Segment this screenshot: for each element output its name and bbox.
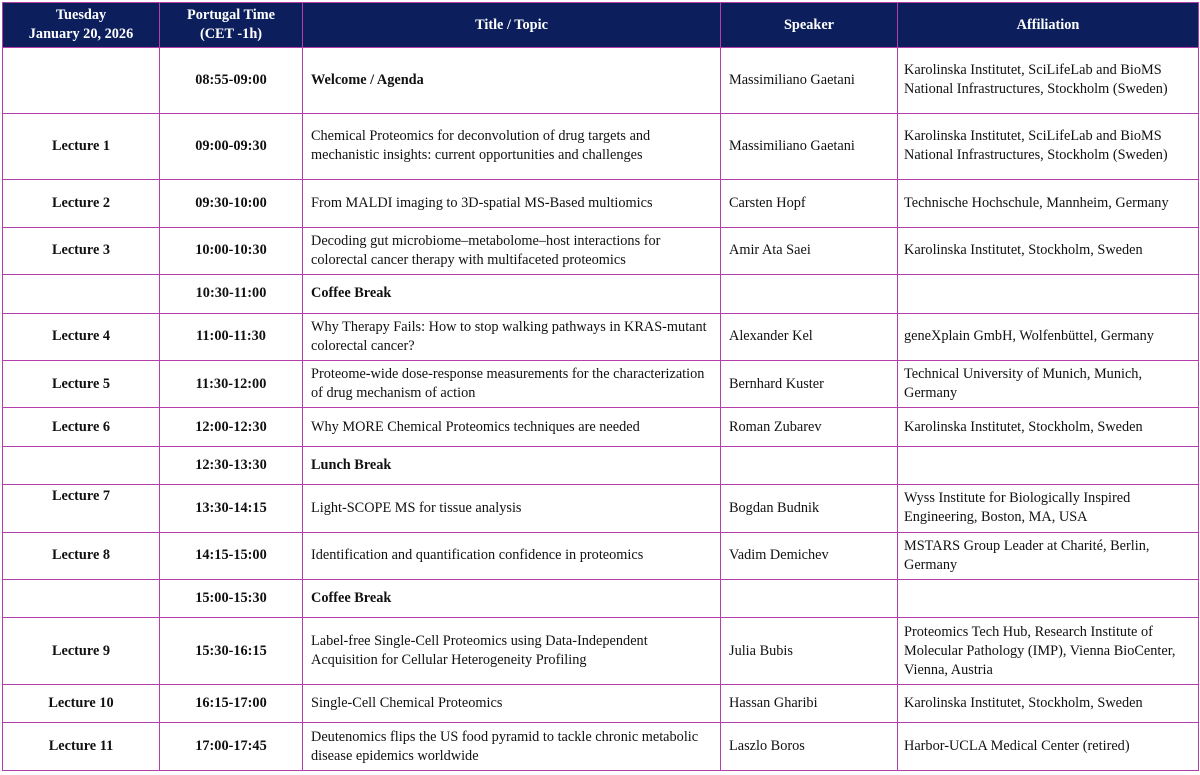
time-cell: 17:00-17:45 <box>160 723 303 771</box>
speaker-cell: Alexander Kel <box>721 313 898 360</box>
affiliation-cell: Karolinska Institutet, Stockholm, Sweden <box>898 685 1199 723</box>
session-cell: Lecture 2 <box>3 180 160 227</box>
table-row <box>3 360 1199 407</box>
time-cell: 09:30-10:00 <box>160 180 303 227</box>
break-row <box>3 275 1199 313</box>
table-row <box>3 408 1199 446</box>
speaker-cell <box>721 446 898 484</box>
affiliation-cell <box>898 580 1199 618</box>
affiliation-cell: Technical University of Munich, Munich, Germany <box>898 360 1199 407</box>
time-offset: (CET -1h) <box>199 26 263 42</box>
table-row <box>3 313 1199 360</box>
title-cell: Light-SCOPE MS for tissue analysis <box>303 485 721 532</box>
time-cell: 12:00-12:30 <box>160 408 303 446</box>
session-cell: Lecture 7 <box>3 485 160 532</box>
title-cell: Welcome / Agenda <box>303 48 721 114</box>
title-cell: Label-free Single-Cell Proteomics using Data-Independent Acquisition for Cellular Heterogeneity Profiling <box>303 618 721 685</box>
table-row <box>3 48 1199 114</box>
affiliation-cell: Karolinska Institutet, SciLifeLab and BioMS National Infrastructures, Stockholm (Sweden) <box>898 113 1199 180</box>
affiliation-cell: geneXplain GmbH, Wolfenbüttel, Germany <box>898 313 1199 360</box>
affiliation-cell: Karolinska Institutet, Stockholm, Sweden <box>898 408 1199 446</box>
affiliation-header: Affiliation <box>898 3 1199 48</box>
table-row <box>3 532 1199 579</box>
table-row <box>3 113 1199 180</box>
time-cell: 12:30-13:30 <box>160 446 303 484</box>
affiliation-cell: Harbor-UCLA Medical Center (retired) <box>898 723 1199 771</box>
date-full: January 20, 2026 <box>28 26 134 42</box>
time-cell: 15:30-16:15 <box>160 618 303 685</box>
date-weekday: Tuesday <box>55 7 107 23</box>
table-row <box>3 685 1199 723</box>
affiliation-cell: Technische Hochschule, Mannheim, Germany <box>898 180 1199 227</box>
date-header <box>3 3 160 48</box>
session-cell <box>3 580 160 618</box>
time-cell: 10:30-11:00 <box>160 275 303 313</box>
session-cell: Lecture 5 <box>3 360 160 407</box>
speaker-cell: Julia Bubis <box>721 618 898 685</box>
session-cell <box>3 48 160 114</box>
speaker-cell: Laszlo Boros <box>721 723 898 771</box>
time-zone-label: Portugal Time <box>186 7 276 23</box>
title-cell: Why Therapy Fails: How to stop walking pathways in KRAS-mutant colorectal cancer? <box>303 313 721 360</box>
table-row <box>3 485 1199 532</box>
time-cell: 16:15-17:00 <box>160 685 303 723</box>
affiliation-cell: Karolinska Institutet, SciLifeLab and BioMS National Infrastructures, Stockholm (Sweden) <box>898 48 1199 114</box>
title-cell: Decoding gut microbiome–metabolome–host interactions for colorectal cancer therapy with multifaceted proteomics <box>303 227 721 274</box>
session-cell: Lecture 4 <box>3 313 160 360</box>
time-cell: 08:55-09:00 <box>160 48 303 114</box>
speaker-cell: Amir Ata Saei <box>721 227 898 274</box>
speaker-cell: Carsten Hopf <box>721 180 898 227</box>
session-cell: Lecture 11 <box>3 723 160 771</box>
speaker-cell: Roman Zubarev <box>721 408 898 446</box>
affiliation-cell: Wyss Institute for Biologically Inspired Engineering, Boston, MA, USA <box>898 485 1199 532</box>
speaker-header: Speaker <box>721 3 898 48</box>
header-row <box>3 3 1199 48</box>
session-cell: Lecture 9 <box>3 618 160 685</box>
session-cell: Lecture 6 <box>3 408 160 446</box>
title-cell: From MALDI imaging to 3D-spatial MS-Based multiomics <box>303 180 721 227</box>
session-cell: Lecture 3 <box>3 227 160 274</box>
table-row <box>3 618 1199 685</box>
title-cell: Coffee Break <box>303 275 721 313</box>
session-cell: Lecture 1 <box>3 113 160 180</box>
session-cell <box>3 275 160 313</box>
title-cell: Single-Cell Chemical Proteomics <box>303 685 721 723</box>
table-row <box>3 180 1199 227</box>
speaker-cell: Hassan Gharibi <box>721 685 898 723</box>
time-header <box>160 3 303 48</box>
time-cell: 10:00-10:30 <box>160 227 303 274</box>
title-header: Title / Topic <box>303 3 721 48</box>
time-cell: 09:00-09:30 <box>160 113 303 180</box>
speaker-cell <box>721 580 898 618</box>
session-cell <box>3 446 160 484</box>
affiliation-cell <box>898 446 1199 484</box>
title-cell: Why MORE Chemical Proteomics techniques are needed <box>303 408 721 446</box>
title-cell: Deutenomics flips the US food pyramid to tackle chronic metabolic disease epidemics worldwide <box>303 723 721 771</box>
session-cell: Lecture 10 <box>3 685 160 723</box>
title-cell: Coffee Break <box>303 580 721 618</box>
break-row <box>3 446 1199 484</box>
table-row <box>3 227 1199 274</box>
time-cell: 11:00-11:30 <box>160 313 303 360</box>
affiliation-cell: Karolinska Institutet, Stockholm, Sweden <box>898 227 1199 274</box>
affiliation-cell: MSTARS Group Leader at Charité, Berlin, Germany <box>898 532 1199 579</box>
time-cell: 15:00-15:30 <box>160 580 303 618</box>
speaker-cell: Massimiliano Gaetani <box>721 113 898 180</box>
title-cell: Chemical Proteomics for deconvolution of drug targets and mechanistic insights: current opportunities and challenges <box>303 113 721 180</box>
schedule-table <box>2 2 1199 771</box>
title-cell: Lunch Break <box>303 446 721 484</box>
speaker-cell: Massimiliano Gaetani <box>721 48 898 114</box>
time-cell: 13:30-14:15 <box>160 485 303 532</box>
affiliation-cell: Proteomics Tech Hub, Research Institute of Molecular Pathology (IMP), Vienna BioCenter, Vienna, Austria <box>898 618 1199 685</box>
session-cell: Lecture 8 <box>3 532 160 579</box>
table-row <box>3 723 1199 771</box>
speaker-cell: Bernhard Kuster <box>721 360 898 407</box>
time-cell: 14:15-15:00 <box>160 532 303 579</box>
speaker-cell <box>721 275 898 313</box>
speaker-cell: Vadim Demichev <box>721 532 898 579</box>
speaker-cell: Bogdan Budnik <box>721 485 898 532</box>
affiliation-cell <box>898 275 1199 313</box>
time-cell: 11:30-12:00 <box>160 360 303 407</box>
title-cell: Identification and quantification confidence in proteomics <box>303 532 721 579</box>
break-row <box>3 580 1199 618</box>
title-cell: Proteome-wide dose-response measurements for the characterization of drug mechanism of action <box>303 360 721 407</box>
